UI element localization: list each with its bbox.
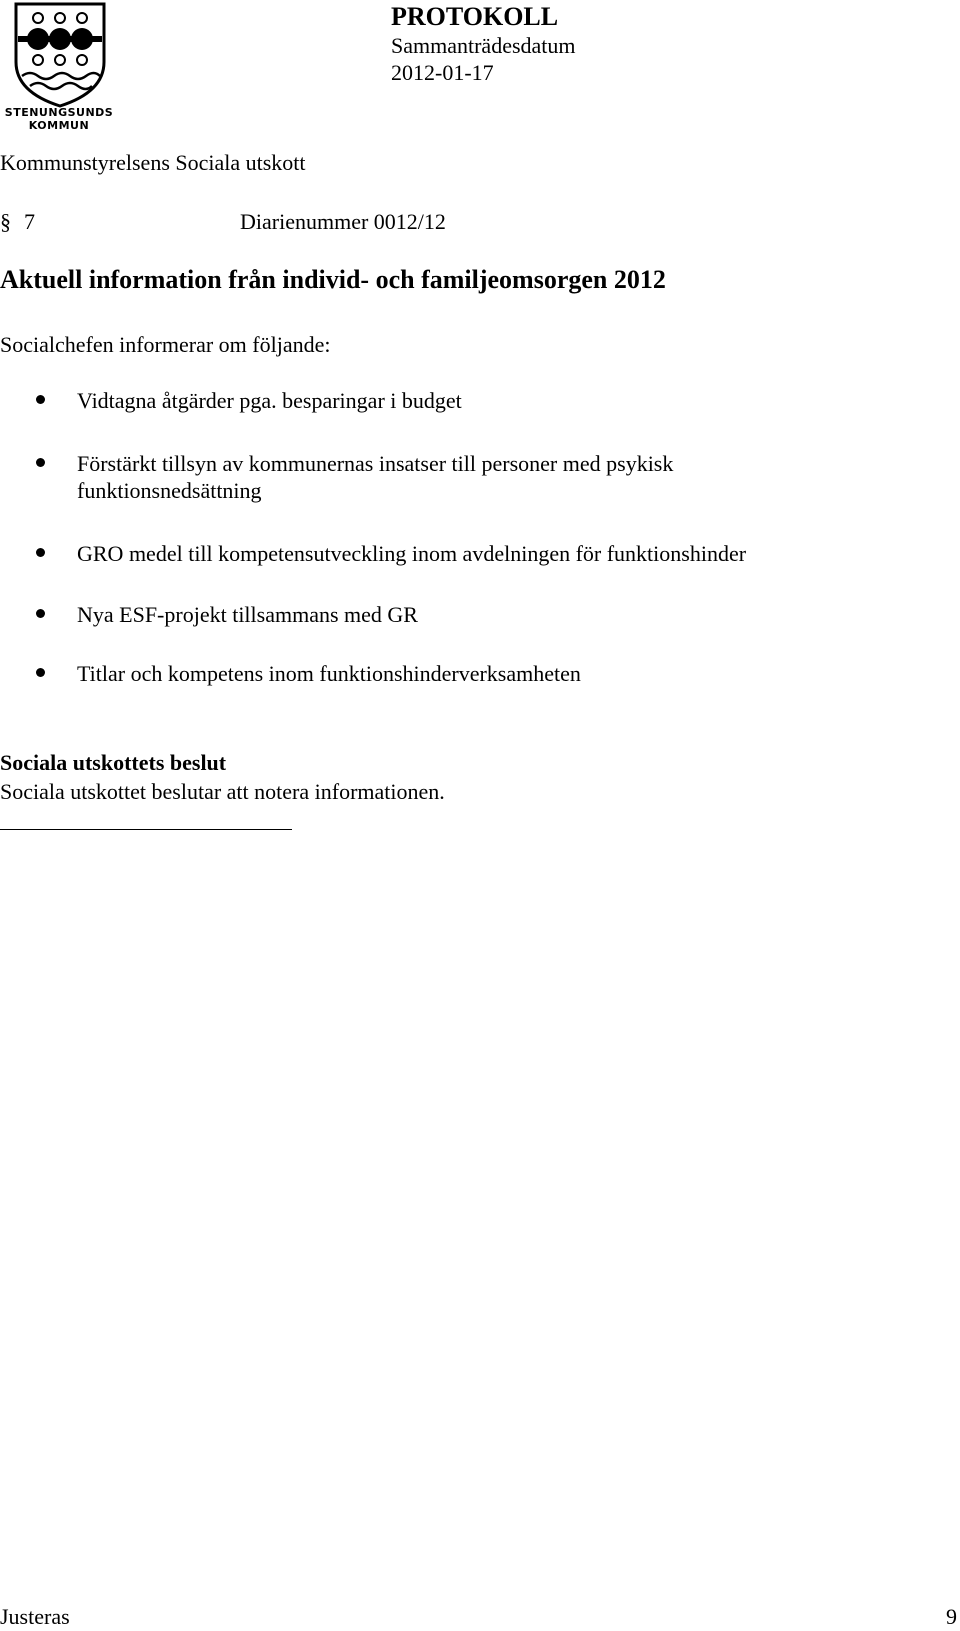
bullet-icon	[36, 609, 45, 618]
bullet-icon	[36, 458, 45, 467]
list-item-text: GRO medel till kompetensutveckling inom avdelningen för funktionshinder	[77, 541, 747, 566]
meeting-date-label: Sammanträdesdatum	[391, 33, 576, 58]
page-number: 9	[946, 1604, 957, 1629]
logo-text-line1: STENUNGSUNDS	[4, 106, 114, 119]
list-item-text: Titlar och kompetens inom funktionshinderverksamheten	[77, 661, 581, 686]
decision-text: Sociala utskottet beslutar att notera informationen.	[0, 779, 445, 804]
committee-name: Kommunstyrelsens Sociala utskott	[0, 150, 306, 175]
bullet-icon	[36, 548, 45, 557]
paragraph-number: 7	[24, 209, 35, 234]
bullet-icon	[36, 395, 45, 404]
bullet-icon	[36, 668, 45, 677]
coat-of-arms-icon	[6, 0, 114, 110]
logo-text-line2: KOMMUN	[28, 119, 90, 132]
municipality-logo	[0, 0, 120, 134]
paragraph-sign: §	[0, 209, 11, 234]
list-item-text: Nya ESF-projekt tillsammans med GR	[77, 602, 418, 627]
list-item-text: Vidtagna åtgärder pga. besparingar i budget	[77, 388, 462, 413]
decision-heading: Sociala utskottets beslut	[0, 750, 227, 775]
list-item-text: Förstärkt tillsyn av kommunernas insatser till personer med psykisk funktionsnedsättning	[77, 451, 674, 503]
document-type-title: PROTOKOLL	[391, 2, 559, 31]
section-heading: Aktuell information från individ- och familjeomsorgen 2012	[0, 265, 666, 294]
meeting-date: 2012-01-17	[391, 60, 494, 85]
intro-text: Socialchefen informerar om följande:	[0, 332, 331, 357]
separator-line	[0, 829, 292, 830]
footer-justeras: Justeras	[0, 1604, 70, 1629]
registration-number: Diarienummer 0012/12	[240, 209, 446, 234]
